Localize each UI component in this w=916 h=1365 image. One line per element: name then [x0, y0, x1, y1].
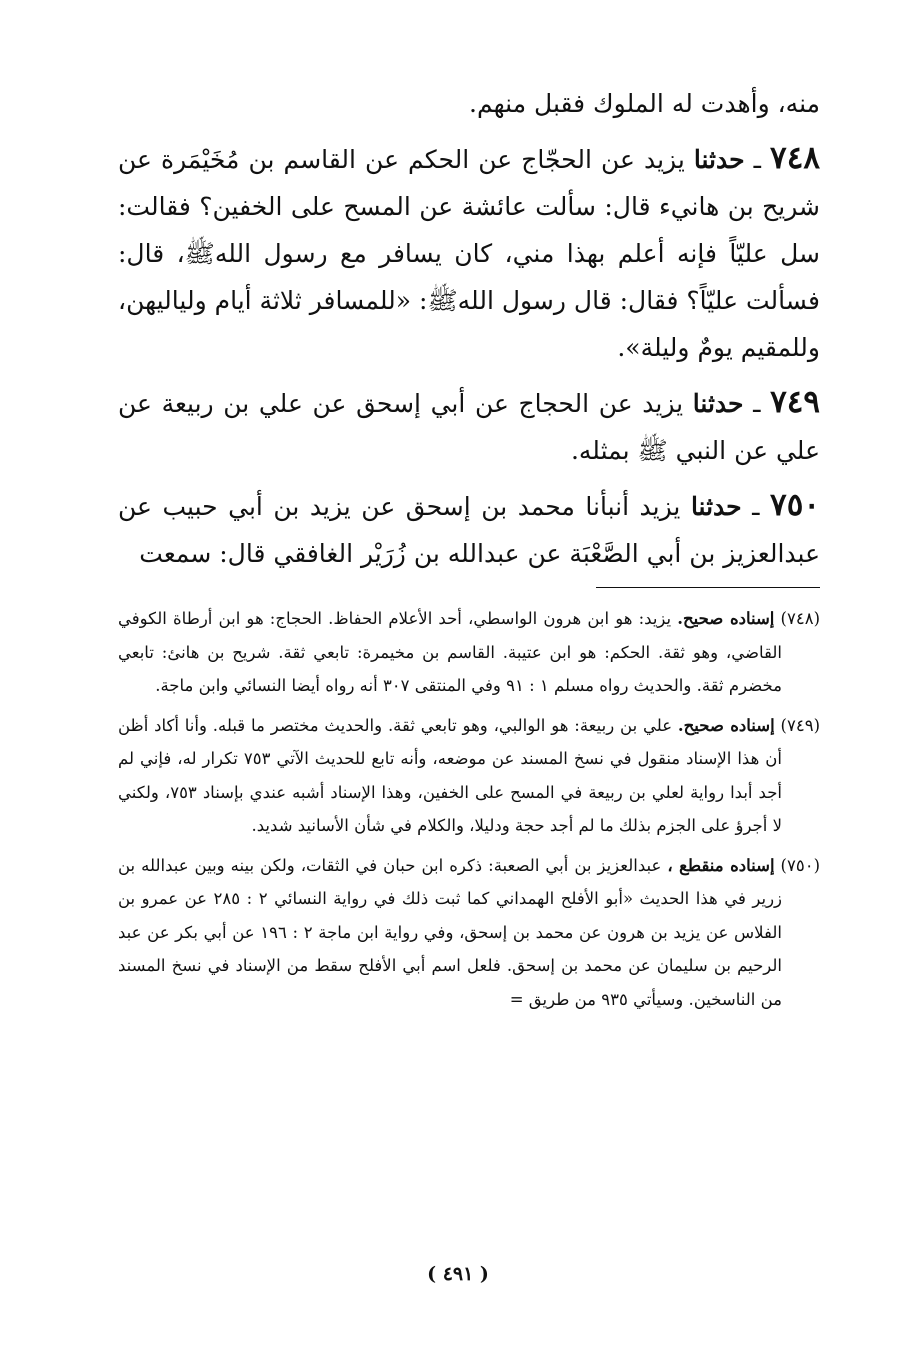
- hadith-dash: ـ: [743, 389, 771, 418]
- footnote-text: عبدالعزيز بن أبي الصعبة: ذكره ابن حبان في الثقات، ولكن بينه وبين عبدالله بن زرير في هذا الحديث «أبو الأفلح الهمداني كما ثبت ذلك في رواية النسائي ٢ : ٢٨٥ عن عمرو بن الفلاس عن يزيد بن هرون عن محمد بن إسحق، وفي رواية ابن ماجة ٢ : ١٩٦ عن أبي بكر عن عبد الرحيم بن سليمان عن محمد بن إسحق. فلعل اسم أبي الأفلح سقط من الإسناد في نسخ المسند من الناسخين. وسيأتي ٩٣٥ من طريق =: [118, 855, 783, 1009]
- footnote-number: (٧٤٨): [780, 609, 820, 628]
- hadith-body: يزيد عن الحجّاج عن الحكم عن القاسم بن مُخَيْمَرة عن شريح بن هانيء قال: سألت عائشة عن المسح على الخفين؟ فقالت: سل عليّاً فإنه أعلم بهذا مني، كان يسافر مع رسول اللهﷺ، قال: فسألت عليّاً؟ فقال: قال رسول اللهﷺ: «للمسافر ثلاثة أيام ولياليهن، وللمقيم يومٌ وليلة».: [118, 145, 820, 362]
- hadith-number: ٧٥٠: [770, 487, 820, 523]
- hadith-body: يزيد أنبأنا محمد بن إسحق عن يزيد بن أبي حبيب عن عبدالعزيز بن أبي الصَّعْبَة عن عبدالله بن زُرَيْر الغافقي قال: سمعت: [118, 492, 820, 568]
- footnote-text: يزيد: هو ابن هرون الواسطي، أحد الأعلام الحفاظ. الحجاج: هو ابن أرطاة الكوفي القاضي، وهو ثقة. الحكم: هو ابن عتيبة. القاسم بن مخيمرة: تابعي ثقة. شريح بن هانئ: تابعي مخضرم ثقة. والحديث رواه مسلم ١ : ٩١ وفي المنتقى ٣٠٧ أنه رواه أيضا النسائي وابن ماجة.: [118, 609, 782, 695]
- hadith-750: [118, 482, 820, 577]
- footnote-number: (٧٥٠): [780, 855, 820, 875]
- hadith-number: ٧٤٨: [770, 140, 820, 176]
- page-number: ( ٤٩١ ): [427, 1263, 489, 1285]
- footnote-lead: إسناده صحيح.: [677, 609, 775, 628]
- main-text: [118, 80, 820, 577]
- hadith-body: يزيد عن الحجاج عن أبي إسحق عن علي بن ربيعة عن علي عن النبي ﷺ بمثله.: [118, 389, 820, 465]
- hadith-number: ٧٤٩: [770, 384, 821, 420]
- hadith-748: [118, 135, 820, 371]
- hadith-749: [118, 379, 820, 474]
- footnotes: [118, 602, 820, 1016]
- hadith-lead: حدثنا: [690, 492, 742, 521]
- footnote-text: علي بن ربيعة: هو الوالبي، وهو تابعي ثقة. والحديث مختصر ما قبله. وأنا أكاد أظن أن هذا الإسناد منقول في نسخ المسند عن موضعه، وأنه تابع للحديث الآتي ٧٥٣ تكرار له، فإني لم أجد أبدا رواية لعلي بن ربيعة في المسح على الخفين، وهذا الإسناد أشبه عندي بإسناد ٧٥٣، ولكني لا أجرؤ على الجزم بذلك ما لم أجد حجة ودليلا، والكلام في شأن الأسانيد شديد.: [118, 715, 782, 835]
- footnote-748: [118, 602, 820, 703]
- hadith-dash: ـ: [744, 145, 771, 174]
- book-page: [118, 80, 820, 1022]
- intro-line: منه، وأهدت له الملوك فقبل منهم.: [469, 89, 820, 118]
- footnote-divider: [596, 587, 820, 588]
- footnote-749: [118, 709, 820, 843]
- hadith-lead: حدثنا: [693, 145, 745, 174]
- footnote-number: (٧٤٩): [780, 715, 820, 735]
- footnote-lead: إسناده منقطع ،: [667, 855, 775, 875]
- hadith-dash: ـ: [741, 492, 771, 521]
- hadith-lead: حدثنا: [692, 389, 744, 418]
- footnote-750: [118, 849, 820, 1017]
- footnote-lead: إسناده صحيح.: [677, 715, 775, 735]
